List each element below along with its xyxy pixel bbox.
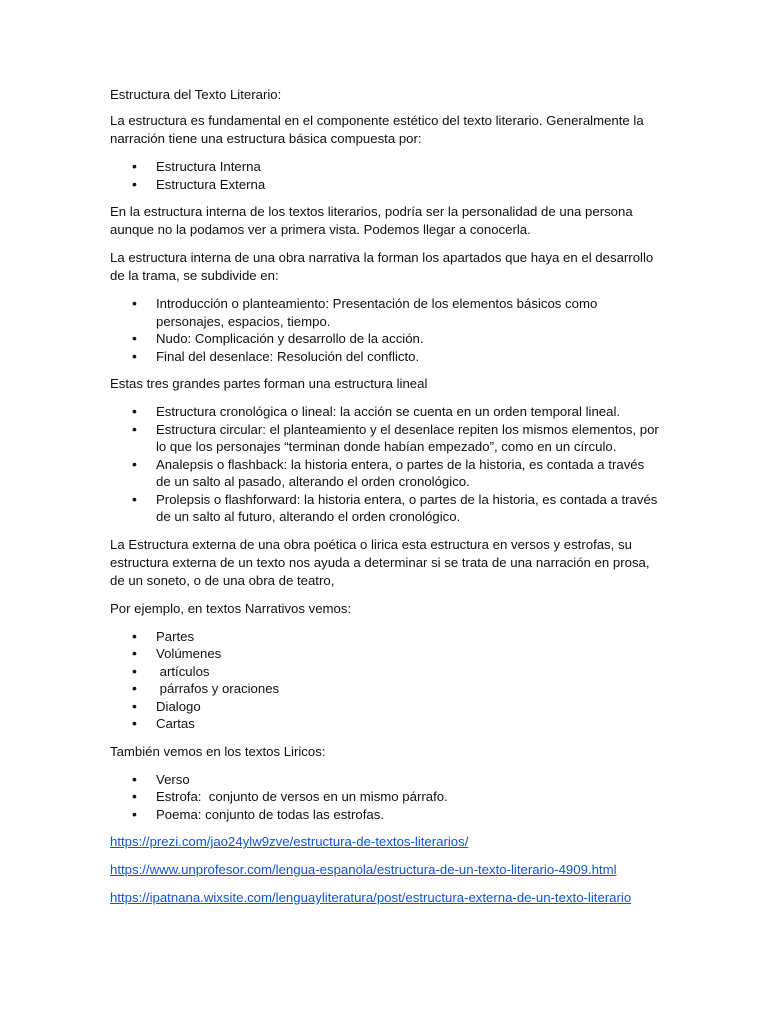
list-item: • Cartas xyxy=(110,715,662,733)
list-item: • Poema: conjunto de todas las estrofas. xyxy=(110,806,662,824)
paragraph-internal-personality: En la estructura interna de los textos literarios, podría ser la personalidad de una persona aunque no la podamos ver a primera vista. Podemos llegar a conocerla. xyxy=(110,204,633,237)
list-item: • Estructura Externa xyxy=(110,176,662,194)
document-title: Estructura del Texto Literario: xyxy=(110,87,282,102)
paragraph-intro: La estructura es fundamental en el componente estético del texto literario. Generalmente la narración tiene una estructura básica compuesta por: xyxy=(110,113,644,146)
list-item: • Estructura Interna xyxy=(110,158,662,176)
narrative-items-list xyxy=(110,628,662,733)
list-item: • Nudo: Complicación y desarrollo de la acción. xyxy=(110,330,662,348)
list-item: • Final del desenlace: Resolución del conflicto. xyxy=(110,348,662,366)
internal-parts-list xyxy=(110,295,662,365)
list-item: • párrafos y oraciones xyxy=(110,680,662,698)
list-item: • Estructura cronológica o lineal: la acción se cuenta en un orden temporal lineal. xyxy=(110,403,662,421)
paragraph-internal-structure: La estructura interna de una obra narrativa la forman los apartados que haya en el desarrollo de la trama, se subdivide en: xyxy=(110,250,654,283)
paragraph-narrative-example: Por ejemplo, en textos Narrativos vemos: xyxy=(110,600,352,616)
list-item: • artículos xyxy=(110,663,662,681)
list-item: • Prolepsis o flashforward: la historia entera, o partes de la historia, es contada a través de un salto al futuro, alterando el orden cronológico. xyxy=(110,491,662,526)
list-item: • Verso xyxy=(110,771,662,789)
list-item: • Partes xyxy=(110,628,662,646)
list-item: • Analepsis o flashback: la historia entera, o partes de la historia, es contada a través de un salto al pasado, alterando el orden cronológico. xyxy=(110,456,662,491)
structure-types-list xyxy=(110,158,662,193)
paragraph-linear: Estas tres grandes partes forman una estructura lineal xyxy=(110,376,428,391)
link-prezi[interactable]: https://prezi.com/jao24ylw9zve/estructura-de-textos-literarios/ xyxy=(110,834,469,849)
paragraph-external: La Estructura externa de una obra poética o lirica esta estructura en versos y estrofas, su estructura externa de un texto nos ayuda a determinar si se trata de una narración en prosa, de un soneto, o de una obra de teatro, xyxy=(110,536,650,588)
list-item: • Introducción o planteamiento: Presentación de los elementos básicos como personajes, espacios, tiempo. xyxy=(110,295,662,330)
list-item: • Estrofa: conjunto de versos en un mismo párrafo. xyxy=(110,788,662,806)
paragraph-lyric-example: También vemos en los textos Liricos: xyxy=(110,743,326,759)
list-item: • Volúmenes xyxy=(110,645,662,663)
link-unprofesor[interactable]: https://www.unprofesor.com/lengua-espanola/estructura-de-un-texto-literario-4909.html xyxy=(110,862,617,877)
list-item: • Dialogo xyxy=(110,698,662,716)
lyric-items-list xyxy=(110,771,662,824)
linear-structures-list xyxy=(110,403,662,526)
document-page xyxy=(110,86,662,917)
link-wixsite[interactable]: https://ipatnana.wixsite.com/lenguayliteratura/post/estructura-externa-de-un-texto-literario xyxy=(110,890,632,905)
list-item: • Estructura circular: el planteamiento y el desenlace repiten los mismos elementos, por lo que los personajes “terminan donde habían empezado”, como en un círculo. xyxy=(110,421,662,456)
